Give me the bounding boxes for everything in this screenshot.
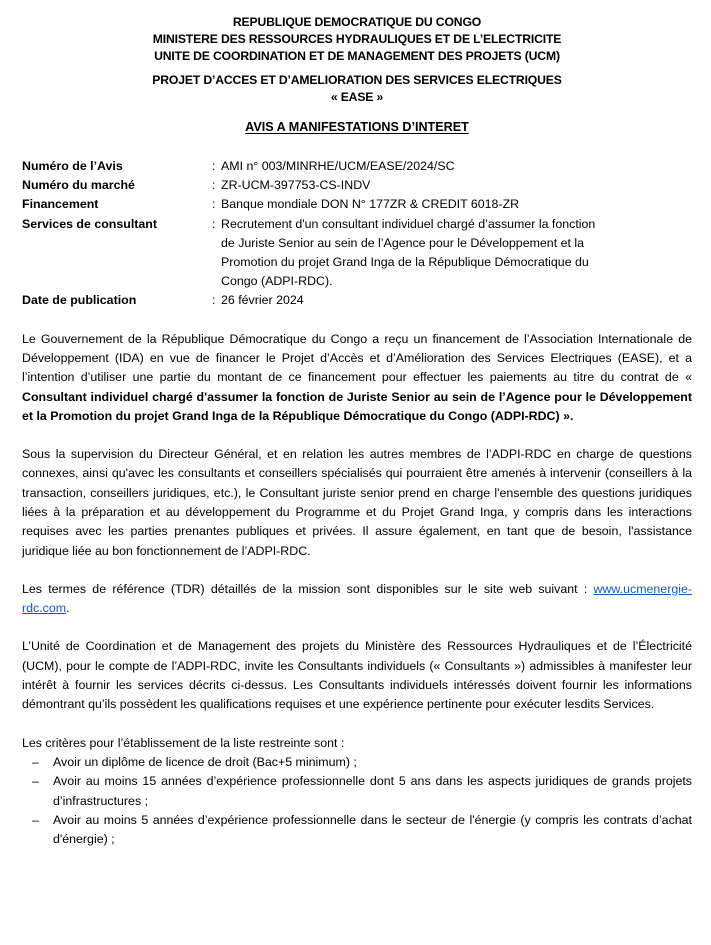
paragraph-financing	[22, 330, 692, 426]
row-value-avis-number: AMI n° 003/MINRHE/UCM/EASE/2024/SC	[221, 159, 455, 173]
paragraph-tdr-text: Les termes de référence (TDR) détaillés de la mission sont disponibles sur le site web suivant :	[22, 581, 594, 596]
list-item	[22, 753, 692, 772]
row-colon: :	[212, 159, 216, 173]
paragraph-tdr-website	[22, 580, 692, 619]
criteria-list	[22, 753, 692, 849]
value-line: de Juriste Senior au sein de l’Agence pour le Développement et la	[221, 235, 584, 250]
page-title	[22, 119, 692, 136]
letterhead	[22, 14, 692, 65]
table-row	[22, 176, 692, 195]
letterhead-line-ministry: MINISTERE DES RESSOURCES HYDRAULIQUES ET DE L’ELECTRICITE	[152, 32, 562, 46]
row-colon: :	[212, 216, 216, 231]
project-line-acronym: « EASE »	[330, 90, 384, 104]
page-title-text: AVIS A MANIFESTATIONS D’INTERET	[245, 120, 469, 134]
value-line: Congo (ADPI-RDC).	[221, 274, 333, 289]
paragraph-mission-scope: Sous la supervision du Directeur Général, et en relation les autres membres de l’ADPI-RDC en charge de questions connexes, ainsi qu'avec les consultants et conseillers spécialisés qui pourraient être amenés à intervenir (conseillers à la transaction, conseillers juridiques, etc.), le Consultant juriste senior prend en charge l'ensemble des questions juridiques liées à la préparation et au développement du Programme et du Projet Grand Inga, y compris dans les interactions requises avec les parties prenantes publiques et privées. Il assure également, en tant que de besoin, l'assistance juridique liée au bon fonctionnement de l’ADPI-RDC.	[22, 447, 692, 558]
table-row	[22, 215, 692, 292]
table-row	[22, 291, 692, 310]
ucm-website-link[interactable]: www.ucmenergie-rdc.com	[22, 581, 692, 616]
dash-bullet-icon: –	[32, 774, 39, 789]
row-value-consultant-services	[221, 215, 692, 292]
row-label-avis-number: Numéro de l’Avis	[22, 159, 123, 173]
list-item	[22, 772, 692, 811]
row-value-financing: Banque mondiale DON N° 177ZR & CREDIT 6018-ZR	[221, 197, 520, 212]
project-line-name: PROJET D’ACCES ET D’AMELIORATION DES SERVICES ELECTRIQUES	[152, 73, 562, 87]
dash-bullet-icon: –	[32, 754, 39, 769]
dash-bullet-icon: –	[32, 812, 39, 827]
notice-details-table	[22, 157, 692, 311]
project-block	[22, 72, 692, 106]
list-item-text: Avoir au moins 15 années d’expérience professionnelle dont 5 ans dans les aspects juridiques de grands projets d’infrastructures ;	[53, 774, 692, 808]
paragraph-invitation: L’Unité de Coordination et de Management des projets du Ministère des Ressources Hydrauliques et de l’Électricité (UCM), pour le compte de l’ADPI-RDC, invite les Consultants individuels (« Consultants ») admissibles à manifester leur intérêt à fournir les services décrits ci-dessus. Les Consultants individuels intéressés doivent fournir les informations démontrant qu’ils possèdent les qualifications requises et une expérience pertinente pour exécuter lesdits Services.	[22, 639, 692, 712]
paragraph-financing-intro: Le Gouvernement de la République Démocratique du Congo a reçu un financement de l’Association Internationale de Développement (IDA) en vue de financer le Projet d’Accès et d’Amélioration des Services Electriques (EASE), et a l’intention d’utiliser une partie du montant de ce financement pour effectuer les paiements au titre du contrat de «	[22, 331, 692, 385]
letterhead-line-unit: UNITE DE COORDINATION ET DE MANAGEMENT DES PROJETS (UCM)	[154, 49, 560, 63]
spacer	[22, 426, 692, 445]
row-value-market-number: ZR-UCM-397753-CS-INDV	[221, 178, 371, 193]
row-colon: :	[212, 197, 216, 212]
row-label-consultant-services: Services de consultant	[22, 216, 157, 231]
row-colon: :	[212, 293, 216, 308]
value-line: Recrutement d'un consultant individuel chargé d’assumer la fonction	[221, 216, 596, 231]
row-label-publication-date: Date de publication	[22, 293, 137, 308]
notice-details-body	[22, 157, 692, 311]
spacer	[22, 618, 692, 637]
criteria-intro: Les critères pour l’établissement de la liste restreinte sont :	[22, 735, 345, 750]
spacer	[22, 715, 692, 734]
value-line: Promotion du projet Grand Inga de la République Démocratique du	[221, 255, 589, 270]
row-colon: :	[212, 178, 216, 193]
paragraph-tdr-period: .	[66, 601, 70, 616]
letterhead-spacer	[22, 65, 692, 72]
list-item-text: Avoir au moins 5 années d’expérience professionnelle dans le secteur de l'énergie (y compris les contrats d’achat d'énergie) ;	[53, 812, 692, 847]
list-item-text: Avoir un diplôme de licence de droit (Bac+5 minimum) ;	[53, 754, 357, 769]
table-row	[22, 157, 692, 176]
row-value-publication-date: 26 février 2024	[221, 293, 304, 308]
paragraph-financing-contract-title: Consultant individuel chargé d'assumer la fonction de Juriste Senior au sein de l’Agence pour le Développement et la Promotion du projet Grand Inga de la République Démocratique du Congo (ADPI-RDC) ».	[22, 389, 692, 423]
letterhead-line-country: REPUBLIQUE DEMOCRATIQUE DU CONGO	[232, 15, 482, 29]
list-item	[22, 811, 692, 850]
row-label-financing: Financement	[22, 197, 99, 212]
spacer	[22, 311, 692, 330]
row-label-market-number: Numéro du marché	[22, 178, 135, 193]
table-row	[22, 195, 692, 214]
spacer	[22, 561, 692, 580]
